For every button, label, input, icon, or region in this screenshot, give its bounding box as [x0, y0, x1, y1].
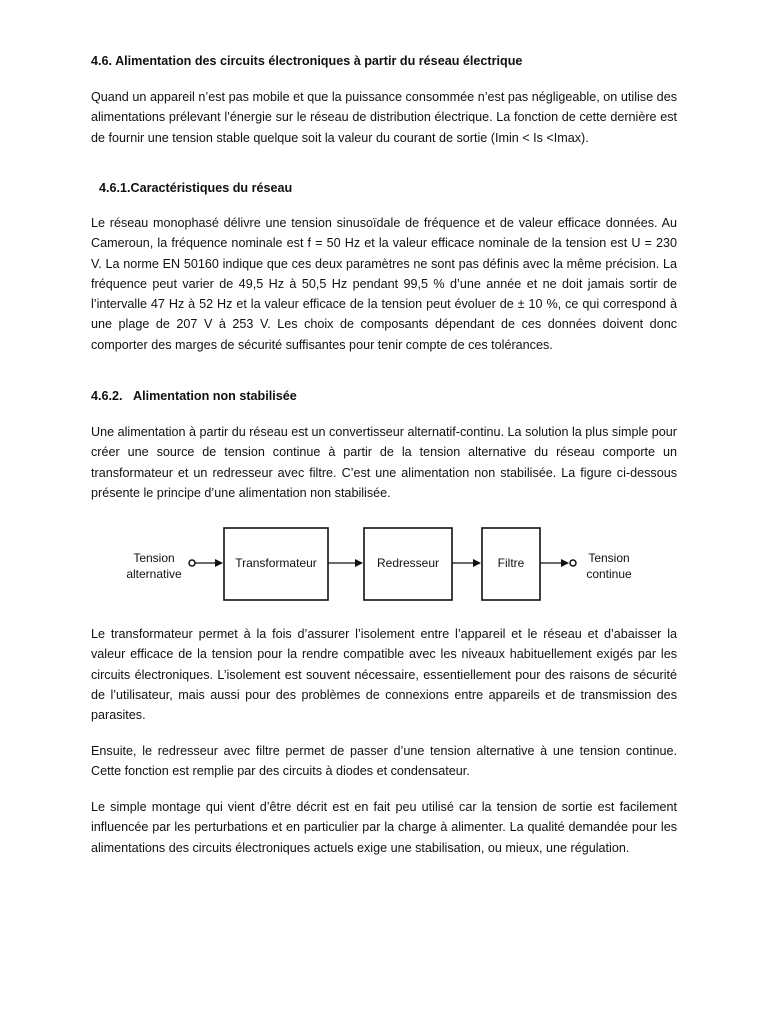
subsection-title: Caractéristiques du réseau [130, 181, 293, 195]
output-label-line2: continue [586, 567, 632, 581]
output-terminal [570, 560, 576, 566]
paragraph-transformateur: Le transformateur permet à la fois d’assurer l’isolement entre l’appareil et le réseau et d’abaisser la valeur efficace de la tension pour la rendre compatible avec les niveaux habituellement exigés par les circuits électroniques. L’isolement est souvent nécessaire, essentiellement pour des raisons de sécurité de l’utilisateur, mais aussi pour des problèmes de connexions entre appareils et de transmission des parasites. [91, 627, 677, 723]
paragraph-non-stabilisee: Une alimentation à partir du réseau est un convertisseur alternatif-continu. La solution la plus simple pour créer une source de tension continue à partir de la tension alternative du réseau comporte un transformateur et un redresseur avec filtre. C’est une alimentation non stabilisée. La figure ci-dessous présente le principe d’une alimentation non stabilisée. [91, 425, 677, 500]
subsection-heading-non-stabilisee [91, 386, 297, 406]
block-transformateur-label: Transformateur [235, 556, 317, 570]
subsection-title: Alimentation non stabilisée [133, 389, 297, 403]
section-title: Alimentation des circuits électroniques à partir du réseau électrique [115, 54, 523, 68]
paragraph-reseau: Le réseau monophasé délivre une tension sinusoïdale de fréquence et de valeur efficace données. Au Cameroun, la fréquence nominale est f = 50 Hz et la valeur efficace nominale de la tension est U = 230 V. La norme EN 50160 indique que ces deux paramètres ne sont pas définis avec la même précision. La fréquence peut varier de 49,5 Hz à 50,5 Hz pendant 99,5 % d’une année et ne doit jamais sortir de l’intervalle 47 Hz à 52 Hz et la valeur efficace de la tension peut évoluer de ± 10 %, ce qui correspond à une plage de 207 V à 253 V. Les choix de composants dépendant de ces données doivent donc comporter des marges de sécurité suffisantes pour tenir compte de ces tolérances. [91, 216, 677, 352]
subsection-number: 4.6.2. [91, 389, 123, 403]
block-filtre-label: Filtre [497, 556, 525, 570]
paragraph-redresseur: Ensuite, le redresseur avec filtre permet de passer d’une tension alternative à une tension continue. Cette fonction est remplie par des circuits à diodes et condensateur. [91, 744, 677, 779]
paragraph-intro: Quand un appareil n’est pas mobile et que la puissance consommée n’est pas négligeable, on utilise des alimentations prélevant l’énergie sur le réseau de distribution électrique. La fonction de cette dernière est de fournir une tension stable quelque soit la valeur du courant de sortie (Imin < Is <Imax). [91, 90, 677, 145]
block-redresseur-label: Redresseur [376, 556, 440, 570]
paragraph-conclusion: Le simple montage qui vient d’être décrit est en fait peu utilisé car la tension de sortie est facilement influencée par les perturbations et en particulier par la charge à alimenter. La qualité demandée pour les alimentations des circuits électroniques actuels exige une stabilisation, ou mieux, une régulation. [91, 800, 677, 855]
section-number: 4.6. [91, 54, 113, 68]
section-heading [91, 51, 522, 71]
output-label-line1: Tension [588, 551, 630, 565]
subsection-heading-reseau [99, 178, 292, 198]
input-label-line2: alternative [126, 567, 182, 581]
input-terminal [189, 560, 195, 566]
input-label-line1: Tension [133, 551, 175, 565]
block-diagram [118, 520, 638, 610]
subsection-number: 4.6.1. [99, 181, 131, 195]
